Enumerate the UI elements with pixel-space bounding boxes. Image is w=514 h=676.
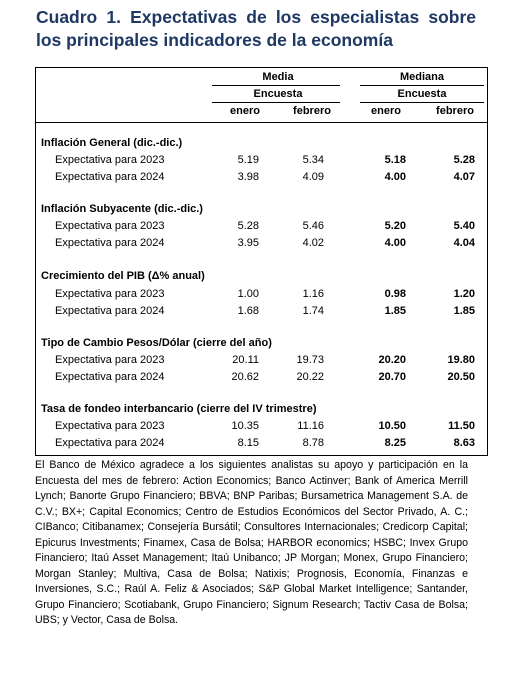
value-cell: 20.22 (296, 371, 324, 383)
header-rule-mediana-mid (360, 102, 484, 103)
value-cell: 8.63 (453, 437, 475, 449)
value-cell: 4.07 (453, 171, 475, 183)
header-month: febrero (293, 105, 331, 117)
header-rule-bottom (36, 122, 487, 123)
header-media: Media (262, 71, 294, 83)
value-cell: 11.16 (297, 420, 324, 432)
value-cell: 20.11 (232, 354, 259, 366)
value-cell: 5.34 (302, 154, 324, 166)
value-cell: 20.62 (231, 371, 259, 383)
value-cell: 4.04 (453, 237, 475, 249)
header-mediana: Mediana (399, 71, 444, 83)
header-encuesta-mediana: Encuesta (397, 88, 447, 100)
header-encuesta-media: Encuesta (253, 88, 303, 100)
row-label: Expectativa para 2024 (55, 437, 165, 449)
value-cell: 1.68 (237, 305, 259, 317)
value-cell: 4.00 (384, 237, 406, 249)
expectations-table (35, 67, 488, 456)
value-cell: 4.02 (302, 237, 324, 249)
row-label: Expectativa para 2024 (55, 305, 165, 317)
acknowledgment-note: El Banco de México agradece a los siguientes analistas su apoyo y participación en la Encuesta del mes de febrero: Action Economics; Banco Actinver; Bank of America Merrill Lynch; Banorte Grupo Financiero; BBVA; BNP Paribas; Bursametrica Management S.A. de C.V.; BX+; Capital Economics; Centro de Estudios Económicos del Sector Privado, A. C.; CIBanco; Citibanamex; Consejería Bursátil; Consultores Internacionales; Credicorp Capital; Epicurus Investments; Finamex, Casa de Bolsa; HARBOR economics; HSBC; Invex Grupo Financiero; Itaú Asset Management; Itaú Unibanco; JP Morgan; Monex, Grupo Financiero; Morgan Stanley; Multiva, Casa de Bolsa; Natixis; Prognosis, Economía, Finanzas e Inversiones, S.C.; Raúl A. Feliz & Asociados; S&P Global Market Intelligence; Santander, Grupo Financiero; Scotiabank, Grupo Financiero; Signum Research; Tactiv Casa de Bolsa; UBS; y Vector, Casa de Bolsa. (35, 459, 468, 626)
row-label: Expectativa para 2023 (55, 220, 165, 232)
header-rule-mediana-top (360, 85, 484, 86)
value-cell: 1.74 (302, 305, 324, 317)
value-cell: 20.20 (378, 354, 406, 366)
row-label: Expectativa para 2023 (55, 354, 165, 366)
value-cell: 11.50 (448, 420, 475, 432)
page-title: Cuadro 1. Expectativas de los especialistas sobre los principales indicadores de la economía (36, 7, 476, 50)
section-title: Tipo de Cambio Pesos/Dólar (cierre del año) (41, 337, 272, 349)
value-cell: 5.46 (302, 220, 324, 232)
value-cell: 1.20 (453, 288, 475, 300)
row-label: Expectativa para 2024 (55, 171, 165, 183)
value-cell: 5.20 (384, 220, 406, 232)
value-cell: 19.80 (447, 354, 475, 366)
header-month: enero (371, 105, 401, 117)
value-cell: 5.28 (453, 154, 475, 166)
row-label: Expectativa para 2023 (55, 420, 165, 432)
value-cell: 1.16 (302, 288, 324, 300)
value-cell: 8.25 (384, 437, 406, 449)
value-cell: 0.98 (384, 288, 406, 300)
header-rule-media-top (212, 85, 340, 86)
header-rule-media-mid (212, 102, 340, 103)
value-cell: 20.70 (378, 371, 406, 383)
header-month: febrero (436, 105, 474, 117)
value-cell: 4.09 (302, 171, 324, 183)
value-cell: 1.00 (237, 288, 259, 300)
value-cell: 20.50 (447, 371, 475, 383)
value-cell: 1.85 (384, 305, 406, 317)
value-cell: 10.50 (378, 420, 406, 432)
section-title: Tasa de fondeo interbancario (cierre del IV trimestre) (41, 403, 317, 415)
row-label: Expectativa para 2024 (55, 237, 165, 249)
value-cell: 8.78 (302, 437, 324, 449)
row-label: Expectativa para 2023 (55, 288, 165, 300)
value-cell: 1.85 (453, 305, 475, 317)
value-cell: 10.35 (231, 420, 259, 432)
value-cell: 5.18 (384, 154, 406, 166)
header-month: enero (230, 105, 260, 117)
value-cell: 5.28 (237, 220, 259, 232)
section-title: Crecimiento del PIB (Δ% anual) (41, 270, 205, 282)
row-label: Expectativa para 2024 (55, 371, 165, 383)
value-cell: 3.95 (237, 237, 259, 249)
section-title: Inflación General (dic.-dic.) (41, 137, 183, 149)
value-cell: 4.00 (384, 171, 406, 183)
value-cell: 5.19 (237, 154, 259, 166)
value-cell: 3.98 (237, 171, 259, 183)
value-cell: 19.73 (296, 354, 324, 366)
section-title: Inflación Subyacente (dic.-dic.) (41, 203, 203, 215)
value-cell: 8.15 (237, 437, 259, 449)
value-cell: 5.40 (453, 220, 475, 232)
row-label: Expectativa para 2023 (55, 154, 165, 166)
